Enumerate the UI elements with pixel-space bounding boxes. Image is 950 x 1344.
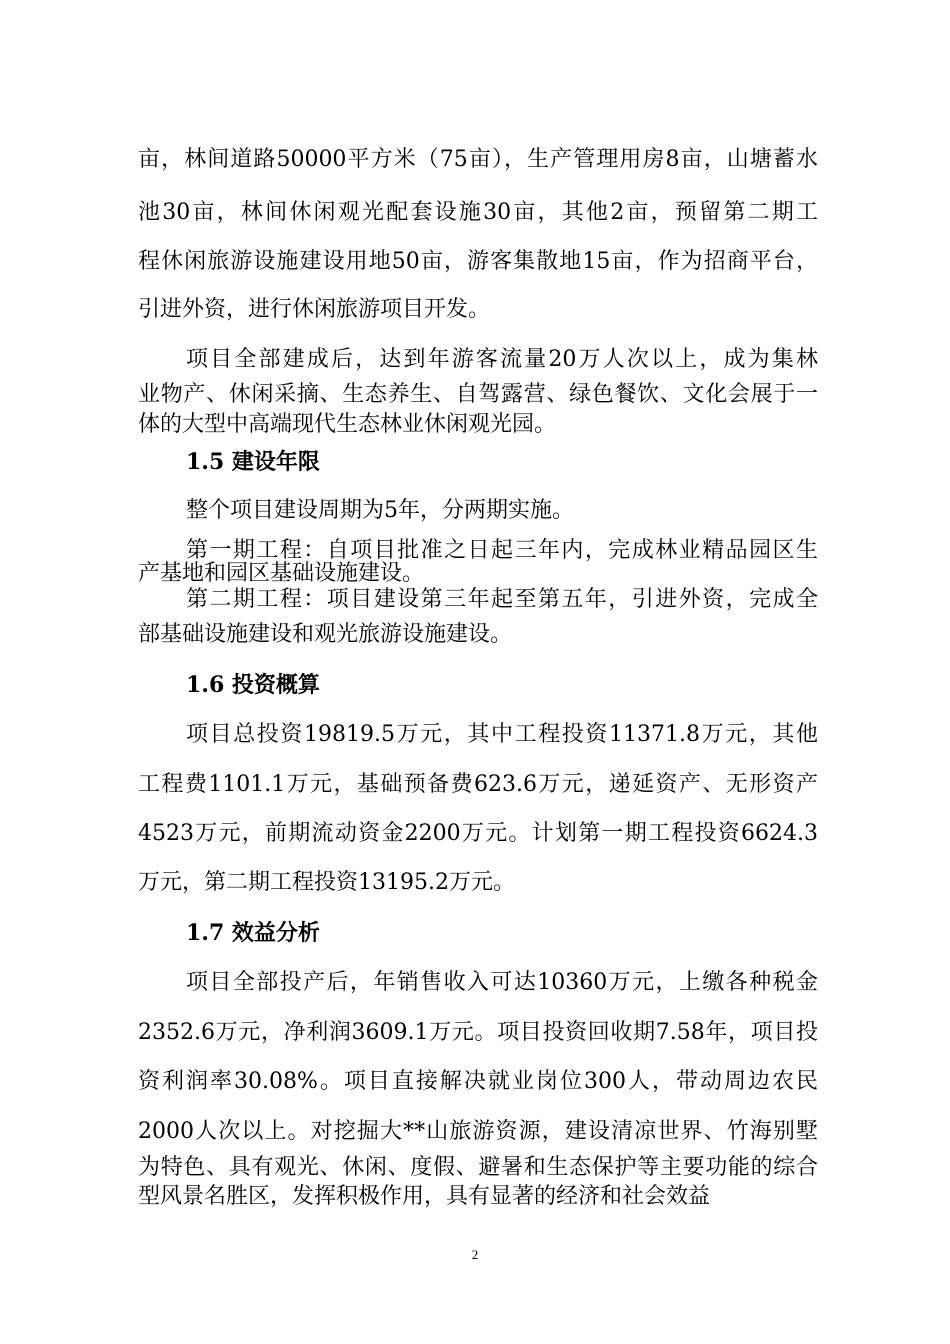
paragraph-line: 池30亩，林间休闲观光配套设施30亩，其他2亩，预留第二期工 xyxy=(138,200,818,225)
paragraph-line: 2000人次以上。对挖掘大**山旅游资源，建设清凉世界、竹海别墅 xyxy=(138,1119,818,1144)
paragraph-line: 项目全部建成后，达到年游客流量20万人次以上，成为集林 xyxy=(186,347,818,372)
paragraph-line: 整个项目建设周期为5年，分两期实施。 xyxy=(186,498,574,523)
paragraph-line: 亩，林间道路50000平方米（75亩），生产管理用房8亩，山塘蓄水 xyxy=(138,147,818,172)
page-number: 2 xyxy=(471,1247,479,1262)
paragraph-line: 第二期工程：项目建设第三年起至第五年，引进外资，完成全 xyxy=(186,587,818,612)
paragraph-line: 4523万元，前期流动资金2200万元。计划第一期工程投资6624.3 xyxy=(138,821,818,846)
section-heading-1-7: 1.7 效益分析 xyxy=(186,920,320,946)
section-heading-1-5: 1.5 建设年限 xyxy=(186,449,320,475)
paragraph-line: 万元，第二期工程投资13195.2万元。 xyxy=(138,870,515,895)
paragraph-line: 型风景名胜区，发挥积极作用，具有显著的经济和社会效益 xyxy=(138,1184,711,1209)
paragraph-line: 体的大型中高端现代生态林业休闲观光园。 xyxy=(138,412,557,437)
paragraph-line: 2352.6万元，净利润3609.1万元。项目投资回收期7.58年，项目投 xyxy=(138,1020,818,1045)
paragraph-line: 产基地和园区基础设施建设。 xyxy=(138,561,425,586)
paragraph-line: 引进外资，进行休闲旅游项目开发。 xyxy=(138,297,491,322)
paragraph-line: 程休闲旅游设施建设用地50亩，游客集散地15亩，作为招商平台， xyxy=(138,249,818,274)
paragraph-line: 项目总投资19819.5万元，其中工程投资11371.8万元，其他 xyxy=(186,722,818,747)
paragraph-line: 为特色、具有观光、休闲、度假、避暑和生态保护等主要功能的综合 xyxy=(138,1155,818,1180)
paragraph-line: 资利润率30.08%。项目直接解决就业岗位300人，带动周边农民 xyxy=(138,1069,818,1094)
paragraph-line: 部基础设施建设和观光旅游设施建设。 xyxy=(138,622,513,647)
paragraph-line: 业物产、休闲采摘、生态养生、自驾露营、绿色餐饮、文化会展于一 xyxy=(138,382,818,407)
section-heading-1-6: 1.6 投资概算 xyxy=(186,672,320,698)
paragraph-line: 第一期工程：自项目批准之日起三年内，完成林业精品园区生 xyxy=(186,538,818,563)
paragraph-line: 项目全部投产后，年销售收入可达10360万元，上缴各种税金 xyxy=(186,970,818,995)
paragraph-line: 工程费1101.1万元，基础预备费623.6万元，递延资产、无形资产 xyxy=(138,772,818,797)
